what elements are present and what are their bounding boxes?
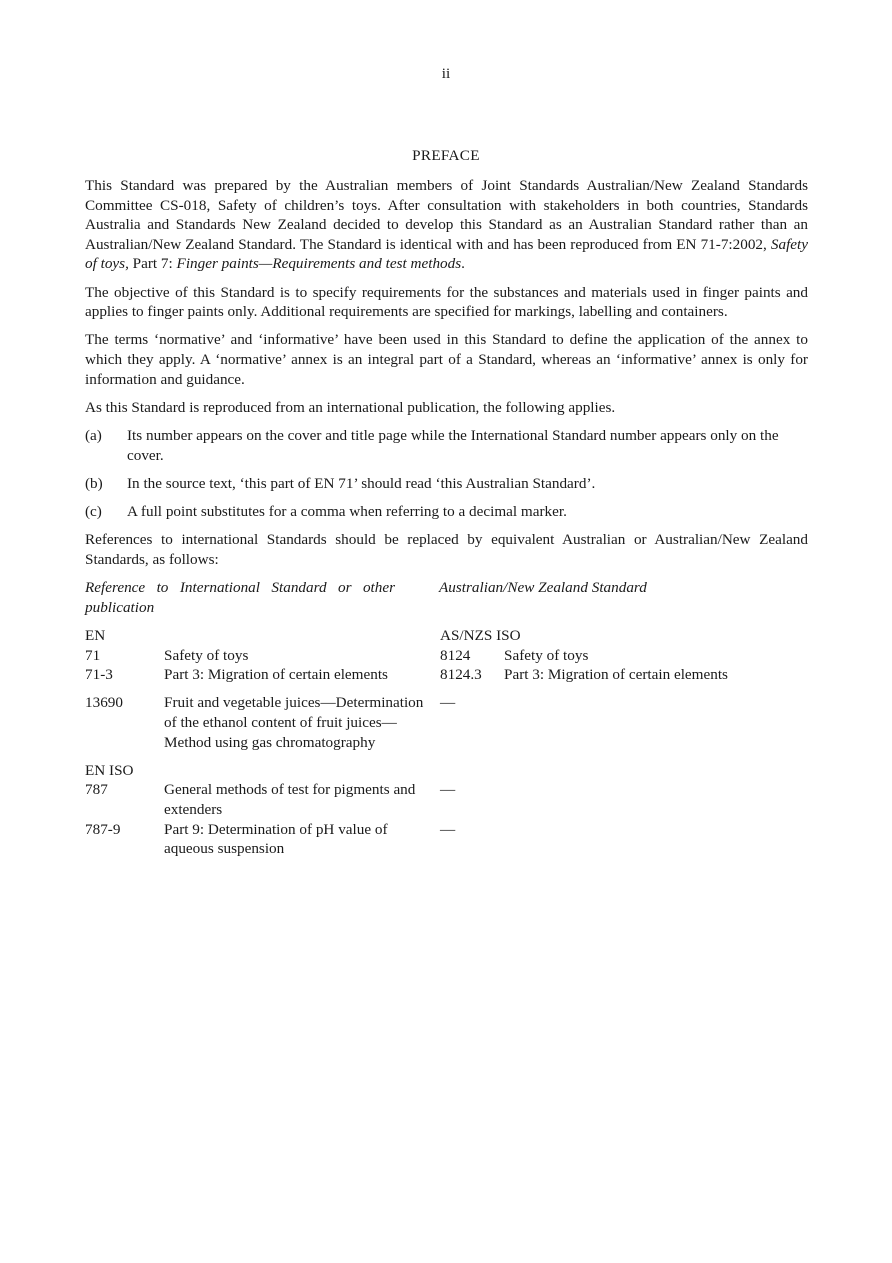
list-item-c (85, 502, 808, 522)
page-title: PREFACE (412, 147, 480, 164)
group-heading-left: EN ISO (85, 761, 134, 779)
as-code: — (440, 820, 456, 838)
list-item-b (85, 474, 808, 494)
terms-paragraph: The terms ‘normative’ and ‘informative’ have been used in this Standard to define the application of the annex to which they apply. A ‘normative’ annex is an integral part of a Standard, whereas an ‘informative’ annex is only for information and guidance. (85, 331, 808, 388)
group-heading-left: EN (85, 627, 106, 645)
group-heading-row (85, 626, 808, 646)
ref-code: 787-9 (85, 820, 121, 838)
as-code: — (440, 781, 456, 799)
as-title (504, 693, 808, 752)
references-intro: References to international Standards should be replaced by equivalent Australian or Australian/New Zealand Standards, as follows: (85, 531, 808, 568)
ref-title: Part 9: Determination of pH value of aqueous suspension (164, 820, 388, 858)
preface-body (85, 176, 808, 859)
list-label: (b) (85, 474, 103, 492)
table-row (85, 646, 808, 666)
as-title (504, 780, 808, 819)
intro-text-c: . (461, 255, 465, 273)
ref-title: Safety of toys (164, 646, 249, 664)
group-en-iso (85, 761, 808, 859)
as-code: 8124 (440, 646, 471, 664)
intro-italic-a: Safety of toys (85, 235, 808, 273)
list-item-a (85, 426, 808, 465)
list-text: Its number appears on the cover and title page while the International Standard number appears only on the cover. (127, 426, 779, 464)
table-row (85, 780, 808, 819)
table-row (85, 693, 808, 752)
table-header (85, 578, 808, 617)
header-australian: Australian/New Zealand Standard (439, 579, 647, 597)
list-text: A full point substitutes for a comma when referring to a decimal marker. (127, 502, 567, 520)
list-label: (c) (85, 502, 102, 520)
objective-paragraph: The objective of this Standard is to specify requirements for the substances and materials used in finger paints and applies to finger paints only. Additional requirements are specified for markings, labelling and containers. (85, 283, 808, 321)
intro-italic-b: Finger paints—Requirements and test methods (176, 255, 462, 273)
group-heading-right: AS/NZS ISO (440, 627, 521, 645)
applies-paragraph: As this Standard is reproduced from an international publication, the following applies. (85, 398, 616, 416)
as-code: 8124.3 (440, 666, 482, 684)
group-heading-right (440, 761, 808, 781)
reference-table (85, 578, 808, 859)
list-text: In the source text, ‘this part of EN 71’ should read ‘this Australian Standard’. (127, 474, 596, 492)
group-en (85, 626, 808, 752)
group-heading-row (85, 761, 808, 781)
as-title: Safety of toys (504, 646, 589, 664)
as-code: — (440, 694, 456, 712)
ref-title: General methods of test for pigments and extenders (164, 781, 416, 818)
ref-code: 13690 (85, 694, 123, 712)
intro-text-b: , Part 7: (125, 255, 177, 273)
ref-title: Fruit and vegetable juices—Determination of the ethanol content of fruit juices—Method using gas chromatography (164, 694, 424, 751)
intro-paragraph (85, 176, 808, 274)
page-number: ii (441, 65, 451, 82)
ref-code: 71-3 (85, 666, 113, 684)
table-row (85, 820, 808, 859)
ref-code: 787 (85, 781, 108, 799)
ref-title: Part 3: Migration of certain elements (164, 666, 388, 684)
list-label: (a) (85, 426, 102, 444)
header-international: Reference to International Standard or other publication (85, 579, 395, 616)
ref-code: 71 (85, 646, 101, 664)
as-title (504, 820, 808, 859)
as-title: Part 3: Migration of certain elements (504, 666, 728, 684)
table-row (85, 665, 808, 685)
intro-text-a: This Standard was prepared by the Australian members of Joint Standards Australian/New Zealand Standards Committee CS-018, Safety of children’s toys. After consultation with stakeholders in both countries, Standards Australia and Standards New Zealand decided to develop this Standard as an Australian Standard rather than an Australian/New Zealand Standard. The Standard is identical with and has been reproduced from EN 71-7:2002, (85, 177, 808, 253)
